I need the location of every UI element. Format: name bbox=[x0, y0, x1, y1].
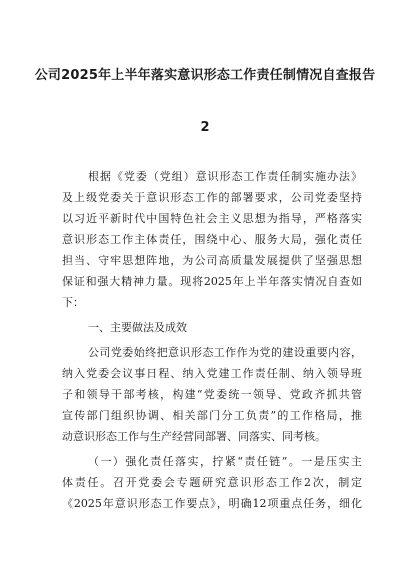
paragraph-line: 下： bbox=[62, 296, 84, 309]
paragraph-line: 保证和强大精神力量。现将2025年上半年落实情况自查如 bbox=[62, 275, 362, 288]
paragraph-line: 子和领导干部考核，构建“党委统一领导、党政齐抓共管 bbox=[62, 388, 362, 401]
paragraph-line: 动意识形态工作与生产经营同部署、同落实、同考核。 bbox=[62, 430, 326, 443]
paragraph-line: 纳入党委会议事日程、纳入党建工作责任制、纳入领导班 bbox=[62, 367, 362, 380]
section-heading: 一、主要做法及成效 bbox=[88, 321, 187, 334]
page-number: 2 bbox=[200, 120, 210, 135]
paragraph-line: 宣传部门组织协调、相关部门分工负责”的工作格局，推 bbox=[62, 409, 362, 422]
document-title: 公司2025年上半年落实意识形态工作责任制情况自查报告 bbox=[34, 68, 376, 83]
paragraph-line: 体责任。召开党委会专题研究意识形态工作2次，制定 bbox=[62, 476, 362, 489]
paragraph-line: 根据《党委（党组）意识形态工作责任制实施办法》 bbox=[88, 170, 362, 183]
paragraph-line: 公司党委始终把意识形态工作作为党的建设重要内容， bbox=[88, 346, 362, 359]
paragraph-line: 担当、守牢思想阵地，为公司高质量发展提供了坚强思想 bbox=[62, 254, 362, 267]
paragraph-line: 以习近平新时代中国特色社会主义思想为指导，严格落实 bbox=[62, 212, 362, 225]
paragraph-line: 意识形态工作主体责任，围绕中心、服务大局，强化责任 bbox=[62, 233, 362, 246]
subsection-line: （一）强化责任落实，拧紧“责任链”。一是压实主 bbox=[88, 455, 362, 468]
paragraph-line: 及上级党委关于意识形态工作的部署要求，公司党委坚持 bbox=[62, 191, 362, 204]
paragraph-line: 《2025年意识形态工作要点》，明确12项重点任务，细化 bbox=[62, 497, 362, 510]
